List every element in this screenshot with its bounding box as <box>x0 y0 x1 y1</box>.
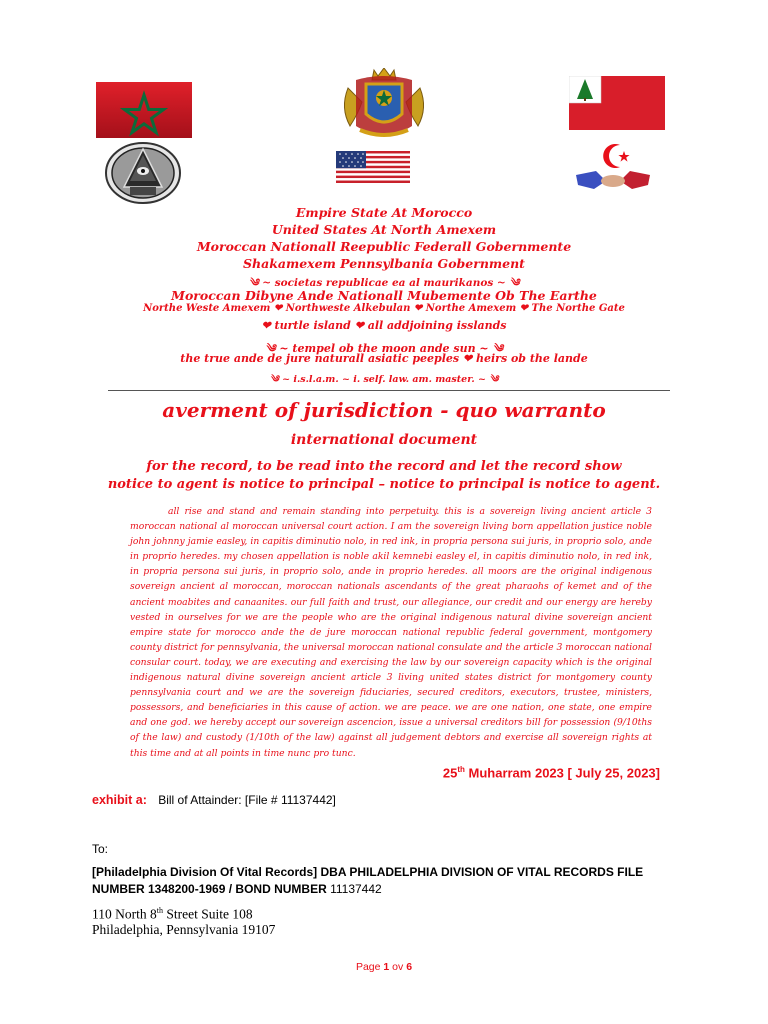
header-line-2: United States At North Amexem <box>271 222 497 237</box>
header-line-6: Moroccan Dibyne Ande Nationall Mubemente Ob The Earthe <box>171 288 597 303</box>
leaf-ornament-icon: ༄ <box>248 277 259 289</box>
page-word: Page <box>355 961 384 973</box>
us-flag <box>336 151 410 183</box>
document-title: averment of jurisdiction - quo warranto <box>162 398 606 422</box>
to-label: To: <box>92 842 109 856</box>
page-footer <box>0 961 768 973</box>
leaf-ornament-icon: ༄ <box>265 342 276 355</box>
bond-number: 11137442 <box>330 882 382 896</box>
address-line-1 <box>92 906 253 923</box>
leaf-ornament-icon: ༄ <box>489 374 499 385</box>
document-date <box>400 765 660 780</box>
page-number: 1 <box>383 961 390 973</box>
leaf-ornament-icon: ༄ <box>269 374 279 385</box>
header-line-8: ❤ turtle island ❤ all addjoining isslands <box>261 319 507 332</box>
eye-of-providence-seal <box>104 141 182 205</box>
continental-colors-flag <box>569 76 665 130</box>
leaf-ornament-icon: ༄ <box>492 342 503 355</box>
body-paragraph: all rise and stand and remain standing into perpetuity. this is a sovereign living ancient article 3 moroccan national al moroccan universal court action. I am the sovereign living born appellation justice noble john johnny jamie easley, in capitis diminutio nolo, in red ink, in propria persona sui juris, in proprio solo, ande in proprio heredes. my chosen appellation is noble akil kemnebi easley el, in capitis diminutio nolo, in red ink, in propria persona sui juris, in proprio solo, ande in proprio heredes. all moors are the original indigenous sovereign ancient al moroccan, moroccan nationals ascendants of the great pharaohs of kemet and of the ancient moabites and canaanites. our full faith and trust, our allegiance, our credit and our energy are hereby vested in ourselves for we are the people who are the original indigenous natural divine sovereign ancient empire state for morocco ande the de jure moroccan national republic federal government, montgomery county district for pennsylvania, the universal moroccan national consulate and the article 3 moroccan national consular court. today, we are executing and exercising the law by our sovereign capacity which is the original indigenous natural divine sovereign ancient article 3 living united states district for montgomery county pennsylvania court and we are the sovereign fiduciaries, secured creditors, executors, trustee, ministers, possessors, and beneficiaries in this cause of action. we are peace. we are one nation, one state, one empire and one god. we hereby accept our sovereign ascencion, issue a universal creditors bill for possession (9/10ths of the law) and custody (1/10th of the law) against all judgement debtors and exercise all sovereign rights at this time and at all points in time nunc pro tunc. <box>130 506 652 759</box>
address-street-start: 110 North 8 <box>92 906 157 922</box>
address-street-end: Street Suite 108 <box>162 906 253 922</box>
exhibit-line <box>92 793 336 807</box>
header-divider <box>108 390 670 391</box>
header-line-1: Empire State At Morocco <box>295 205 473 220</box>
date-suffix: th <box>457 765 465 774</box>
record-line-2: notice to agent is notice to principal – notice to principal is notice to agent. <box>107 477 661 492</box>
header-line-3: Moroccan Nationall Reepublic Federall Gobernmente <box>196 239 572 254</box>
date-rest: Muharram 2023 [ July 25, 2023] <box>464 765 660 781</box>
document-subtitle: international document <box>290 432 478 448</box>
royal-coat-of-arms <box>334 68 434 140</box>
address-street-suffix: th <box>156 906 163 915</box>
exhibit-text: Bill of Attainder: [File # 11137442] <box>158 793 336 807</box>
recipient-line-1: [Philadelphia Division Of Vital Records] DBA PHILADELPHIA DIVISION OF VITAL RECORDS FILE <box>92 865 644 879</box>
header-line-4: Shakamexem Pennsylbania Gobernment <box>243 256 525 271</box>
of-word: ov <box>389 961 407 973</box>
recipient-line-2 <box>92 882 382 896</box>
header-line-5-text: ~ societas republicae ea al maurikanos ~ <box>262 277 506 289</box>
date-day: 25 <box>442 765 458 781</box>
header-line-9-text: ~ tempel ob the moon ande sun ~ <box>279 342 489 355</box>
crescent-handshake-emblem <box>572 141 654 193</box>
exhibit-label: exhibit a: <box>92 793 147 807</box>
header-line-7: Northe Weste Amexem ❤ Northweste Alkebulan ❤ Northe Amexem ❤ The Northe Gate <box>143 303 625 314</box>
moroccan-flag <box>96 82 192 138</box>
page-total: 6 <box>406 961 413 973</box>
leaf-ornament-icon: ༄ <box>509 277 520 289</box>
record-line-1: for the record, to be read into the record and let the record show <box>146 459 622 474</box>
recipient-line-2-bold: NUMBER 1348200-1969 / BOND NUMBER <box>92 882 331 896</box>
header-line-10: the true ande de jure naturall asiatic peeples ❤ heirs ob the lande <box>180 352 588 365</box>
header-line-11-text: ~ i.s.l.a.m. ~ i. self. law. am. master. ~ <box>282 374 486 385</box>
address-line-2: Philadelphia, Pennsylvania 19107 <box>92 922 276 937</box>
